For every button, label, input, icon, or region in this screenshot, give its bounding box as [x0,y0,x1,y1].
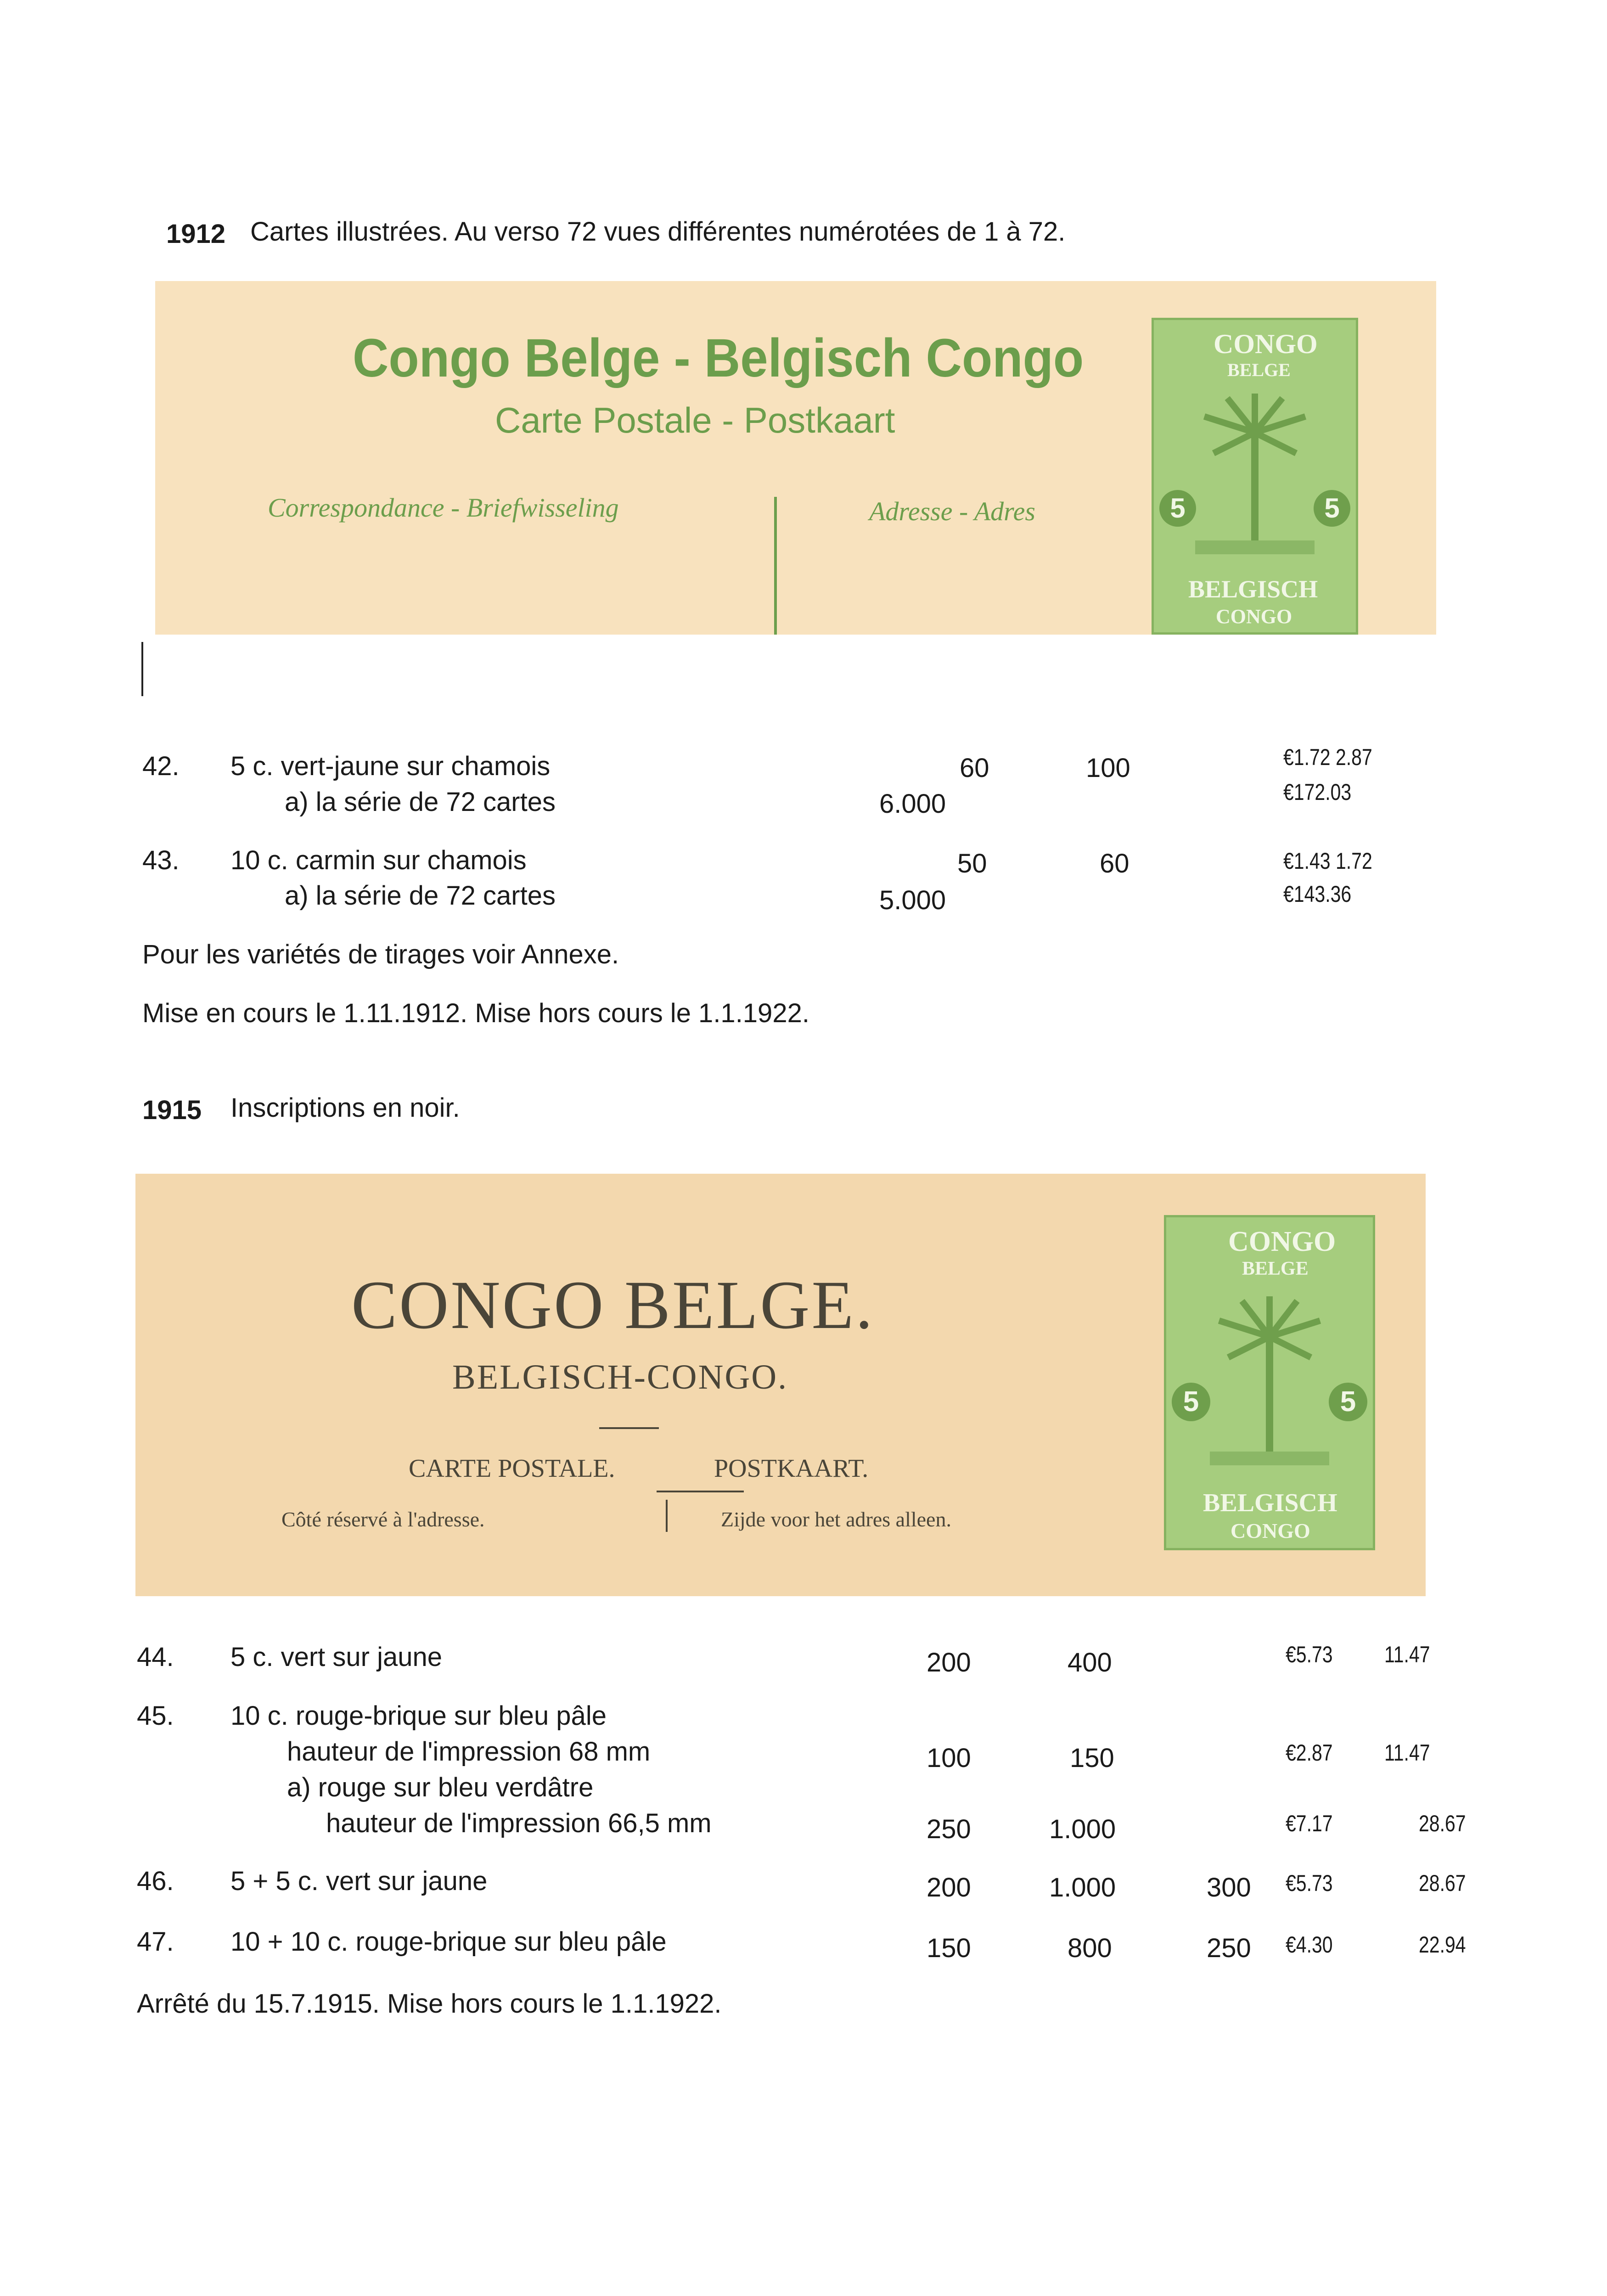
card2-stamp-value-left: 5 [1172,1383,1210,1421]
card1-stamp-bottom2: CONGO [1216,605,1292,628]
entry-45a-col2: 1.000 [1049,1814,1116,1844]
entry-45-col1: 100 [927,1743,971,1773]
entry-46-price-eur: €5.73 [1286,1870,1333,1896]
entry-46-price-2: 28.67 [1419,1870,1466,1896]
entry-46-number: 46. [137,1866,174,1896]
entry-43-price: €1.43 1.72 [1283,848,1372,874]
note-dates-1912: Mise en cours le 1.11.1912. Mise hors cours le 1.1.1922. [142,998,809,1028]
margin-mark [141,642,143,696]
card2-left: CARTE POSTALE. [409,1454,615,1483]
entry-47-price-eur: €4.30 [1286,1932,1333,1958]
entry-42-desc: 5 c. vert-jaune sur chamois [230,751,551,781]
entry-44-col1: 200 [927,1648,971,1677]
entry-45a-col1: 250 [927,1814,971,1844]
card2-ornament [599,1427,659,1429]
card1-stamp-value-left: 5 [1159,490,1196,527]
card1-left-label: Correspondance - Briefwisseling [268,493,619,523]
entry-42-col1: 60 [960,753,989,783]
palm-tree-icon [1210,1291,1329,1465]
entry-45a-line2: hauteur de l'impression 66,5 mm [326,1808,712,1838]
card2-title: CONGO BELGE. [351,1267,875,1343]
entry-47-number: 47. [137,1927,174,1957]
card2-subtitle: BELGISCH-CONGO. [452,1358,788,1396]
card2-stamp-value-right: 5 [1329,1383,1367,1421]
entry-46-col2: 1.000 [1049,1873,1116,1902]
card2-bottom-right: Zijde voor het adres alleen. [721,1508,951,1531]
card2-stamp [1164,1215,1375,1550]
entry-45-price-eur: €2.87 [1286,1740,1333,1766]
entry-44-price-eur: €5.73 [1286,1642,1333,1667]
entry-42a-price: €172.03 [1283,779,1352,805]
entry-47-desc: 10 + 10 c. rouge-brique sur bleu pâle [230,1927,667,1957]
entry-43a-price: €143.36 [1283,881,1352,907]
postcard-1912-image [155,281,1436,635]
card2-right: POSTKAART. [714,1454,869,1483]
entry-43-col2: 60 [1100,849,1129,878]
card1-stamp-top: CONGO [1214,329,1318,359]
card1-right-label: Adresse - Adres [869,496,1035,526]
entry-45a-price-eur: €7.17 [1286,1811,1333,1836]
section-title-1912: Cartes illustrées. Au verso 72 vues différentes numérotées de 1 à 72. [250,217,1066,247]
postcard-1915-image [135,1174,1426,1596]
entry-45-col2: 150 [1070,1743,1114,1773]
card2-bottom-left: Côté réservé à l'adresse. [281,1508,485,1531]
card2-stamp-top: CONGO [1228,1226,1336,1257]
entry-43-desc: 10 c. carmin sur chamois [230,845,527,875]
card1-stamp-value-right: 5 [1314,490,1350,527]
entry-46-desc: 5 + 5 c. vert sur jaune [230,1866,488,1896]
entry-47-price-2: 22.94 [1419,1932,1466,1958]
entry-45-desc: 10 c. rouge-brique sur bleu pâle [230,1701,607,1731]
entry-45-line2: hauteur de l'impression 68 mm [287,1737,651,1767]
entry-44-col2: 400 [1068,1648,1112,1677]
card2-stamp-bottom: BELGISCH [1203,1489,1337,1517]
entry-43a-col1: 5.000 [879,885,946,915]
palm-tree-icon [1195,389,1315,554]
card1-stamp-top2: BELGE [1227,360,1291,380]
entry-44-desc: 5 c. vert sur jaune [230,1642,442,1672]
entry-42-number: 42. [142,751,180,781]
card2-stamp-bottom2: CONGO [1231,1519,1310,1542]
entry-42-col2: 100 [1086,753,1130,783]
note-variants: Pour les variétés de tirages voir Annexe. [142,940,619,969]
entry-47-col3: 250 [1207,1933,1251,1963]
entry-45-number: 45. [137,1701,174,1731]
entry-44-number: 44. [137,1642,174,1672]
card1-title: Congo Belge - Belgisch Congo [353,328,1084,388]
entry-42a-desc: a) la série de 72 cartes [285,787,556,817]
entry-45a-desc: a) rouge sur bleu verdâtre [287,1773,594,1802]
note-dates-1915: Arrêté du 15.7.1915. Mise hors cours le 1.1.1922. [137,1989,722,2019]
section-year-1915: 1915 [142,1095,202,1125]
card1-subtitle: Carte Postale - Postkaart [495,400,895,440]
entry-42-price: €1.72 2.87 [1283,744,1372,770]
entry-47-col2: 800 [1068,1933,1112,1963]
entry-47-col1: 150 [927,1933,971,1963]
card1-divider [774,497,777,635]
entry-43-number: 43. [142,845,180,875]
card2-divider-vertical [666,1500,668,1532]
entry-43a-desc: a) la série de 72 cartes [285,881,556,911]
card1-stamp-bottom: BELGISCH [1188,575,1318,603]
entry-42a-col1: 6.000 [879,789,946,819]
card1-stamp [1152,318,1358,635]
entry-45a-price-2: 28.67 [1419,1811,1466,1836]
entry-45-price-2: 11.47 [1384,1740,1430,1766]
entry-46-col1: 200 [927,1873,971,1902]
entry-43-col1: 50 [957,849,987,878]
section-year-1912: 1912 [166,219,226,249]
card2-divider-horizontal [657,1491,744,1492]
card2-stamp-top2: BELGE [1242,1258,1309,1279]
entry-44-price-2: 11.47 [1384,1642,1430,1667]
entry-46-col3: 300 [1207,1873,1251,1902]
section-title-1915: Inscriptions en noir. [230,1093,460,1123]
